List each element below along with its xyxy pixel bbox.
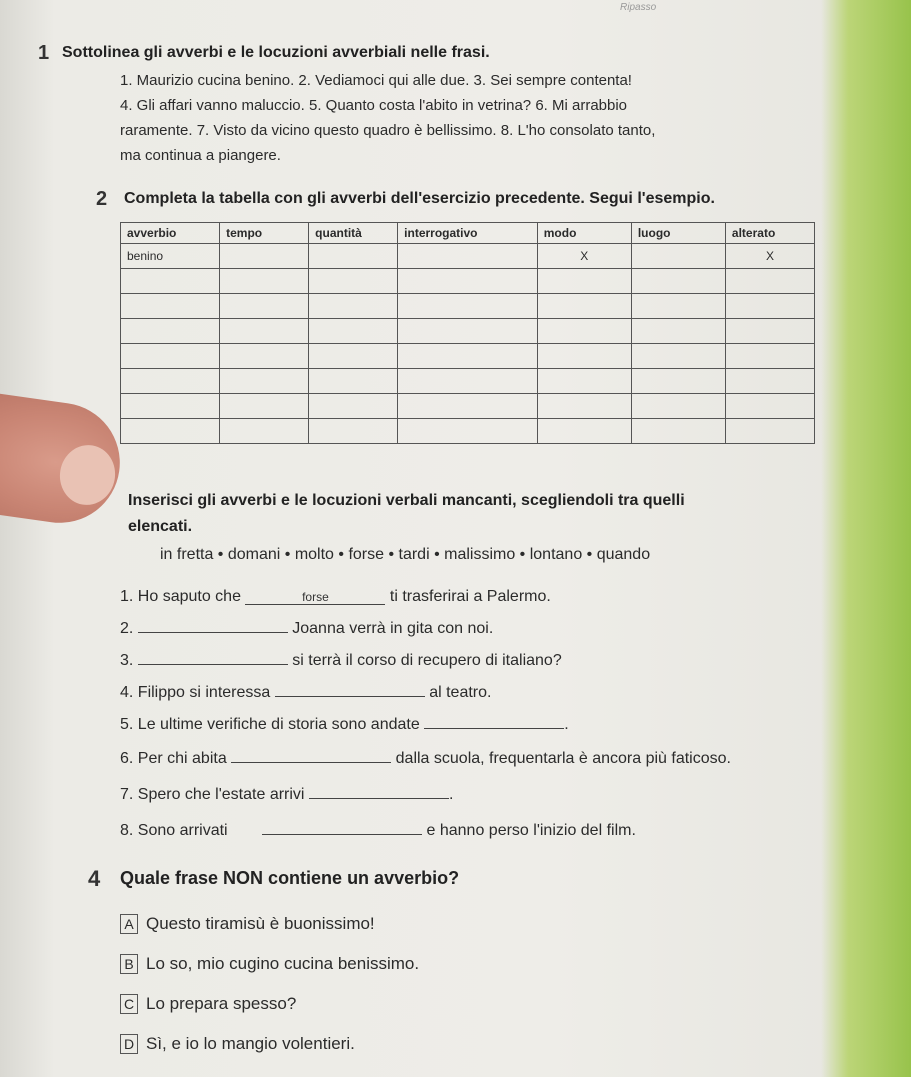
table-cell[interactable] [121, 369, 220, 394]
table-cell[interactable] [537, 294, 631, 319]
table-cell[interactable] [398, 419, 538, 444]
ex1-line-1: 1. Maurizio cucina benino. 2. Vediamoci qui alle due. 3. Sei sempre contenta! [120, 72, 632, 89]
ex3-item-5 [120, 716, 569, 734]
table-row [121, 419, 815, 444]
option-text: Lo prepara spesso? [146, 994, 297, 1013]
table-cell[interactable] [121, 394, 220, 419]
table-cell[interactable] [220, 394, 309, 419]
table-cell[interactable] [537, 369, 631, 394]
ex3-item-7 [120, 786, 453, 804]
table-cell[interactable] [220, 294, 309, 319]
ex4-option-b[interactable] [120, 954, 419, 974]
ex3-item-text-after: . [564, 716, 569, 733]
ex4-title: Quale frase NON contiene un avverbio? [120, 868, 460, 888]
table-cell[interactable] [398, 369, 538, 394]
col-header-modo: modo [537, 223, 631, 244]
table-cell[interactable] [631, 319, 725, 344]
ex3-answer-blank[interactable]: forse [245, 590, 385, 605]
option-text: Lo so, mio cugino cucina benissimo. [146, 954, 420, 973]
ex3-item-text-after: dalla scuola, frequentarla è ancora più faticoso. [395, 750, 731, 767]
option-letter-box[interactable]: C [120, 994, 138, 1014]
ex3-item-8 [120, 822, 636, 840]
ex3-title-line-2: elencati. [128, 518, 193, 535]
ex3-answer-blank[interactable] [231, 762, 391, 763]
ex1-line-3: raramente. 7. Visto da vicino questo quadro è bellissimo. 8. L'ho consolato tanto, [120, 122, 656, 139]
table-cell[interactable] [725, 394, 814, 419]
table-cell[interactable] [631, 269, 725, 294]
table-cell[interactable] [537, 269, 631, 294]
option-text: Questo tiramisù è buonissimo! [146, 914, 375, 933]
ex3-item-text-after: al teatro. [429, 684, 492, 701]
page-green-edge [821, 0, 911, 1077]
ex3-item-text-after: e hanno perso l'inizio del film. [426, 822, 636, 839]
table-row [121, 394, 815, 419]
ex3-answer-blank[interactable] [262, 834, 422, 835]
table-header-row [121, 223, 815, 244]
table-cell[interactable] [398, 294, 538, 319]
table-cell[interactable] [220, 369, 309, 394]
table-row [121, 269, 815, 294]
table-cell[interactable] [398, 244, 538, 269]
ex4-option-d[interactable] [120, 1034, 355, 1054]
ex3-item-text-after: ti trasferirai a Palermo. [389, 588, 551, 605]
option-letter-box[interactable]: D [120, 1034, 138, 1054]
table-cell[interactable] [309, 394, 398, 419]
option-text: Sì, e io lo mangio volentieri. [146, 1034, 355, 1053]
ex3-item-text-before: 7. Spero che l'estate arrivi [120, 786, 305, 803]
table-cell[interactable] [398, 344, 538, 369]
ex1-line-4: ma continua a piangere. [120, 147, 281, 164]
table-cell[interactable] [309, 369, 398, 394]
table-cell[interactable] [220, 419, 309, 444]
ex4-option-a[interactable] [120, 914, 375, 934]
ex3-answer-blank[interactable] [309, 798, 449, 799]
ex3-item-4 [120, 684, 491, 702]
table-cell[interactable] [631, 344, 725, 369]
table-cell[interactable] [220, 319, 309, 344]
ex3-word-bank: in fretta • domani • molto • forse • tardi • malissimo • lontano • quando [160, 546, 651, 563]
ex4-number: 4 [88, 866, 101, 891]
table-cell[interactable] [537, 394, 631, 419]
ex3-item-text-after: Joanna verrà in gita con noi. [292, 620, 494, 637]
ex3-answer-blank[interactable] [138, 632, 288, 633]
ex2-title: Completa la tabella con gli avverbi dell'esercizio precedente. Segui l'esempio. [124, 190, 715, 207]
table-cell[interactable] [121, 269, 220, 294]
table-cell[interactable] [537, 344, 631, 369]
table-row [121, 244, 815, 269]
ex3-item-text-before: 3. [120, 652, 134, 669]
table-cell[interactable] [398, 269, 538, 294]
table-cell[interactable] [725, 344, 814, 369]
ex4-option-c[interactable] [120, 994, 296, 1014]
table-cell[interactable] [121, 319, 220, 344]
table-cell[interactable] [631, 419, 725, 444]
table-cell[interactable] [309, 319, 398, 344]
ex3-item-text-before: 5. Le ultime verifiche di storia sono andate [120, 716, 420, 733]
table-cell[interactable] [537, 419, 631, 444]
col-header-quantita: quantità [309, 223, 398, 244]
ex3-title-line-1: Inserisci gli avverbi e le locuzioni verbali mancanti, scegliendoli tra quelli [128, 492, 685, 509]
table-cell[interactable] [631, 394, 725, 419]
ex3-item-text-before: 8. Sono arrivati [120, 822, 228, 839]
table-cell[interactable] [725, 269, 814, 294]
table-cell[interactable] [631, 294, 725, 319]
table-cell[interactable] [631, 369, 725, 394]
col-header-avverbio: avverbio [121, 223, 220, 244]
ex2-number: 2 [96, 188, 108, 210]
table-cell[interactable] [220, 269, 309, 294]
table-cell[interactable]: benino [121, 244, 220, 269]
table-cell[interactable] [309, 294, 398, 319]
table-cell[interactable] [725, 419, 814, 444]
table-cell[interactable] [309, 344, 398, 369]
ex3-item-6 [120, 750, 731, 768]
ex1-number: 1 [38, 42, 50, 64]
table-row [121, 294, 815, 319]
option-letter-box[interactable]: B [120, 954, 138, 974]
ex1-title: Sottolinea gli avverbi e le locuzioni avverbiali nelle frasi. [62, 44, 490, 61]
table-cell[interactable] [309, 244, 398, 269]
col-header-tempo: tempo [220, 223, 309, 244]
ex3-item-3 [120, 652, 562, 670]
table-cell[interactable] [309, 269, 398, 294]
adverb-table [120, 222, 815, 444]
col-header-interrogativo: interrogativo [398, 223, 538, 244]
table-row [121, 344, 815, 369]
table-cell[interactable] [220, 244, 309, 269]
table-cell[interactable] [121, 419, 220, 444]
ex3-item-text-before: 6. Per chi abita [120, 750, 227, 767]
table-cell[interactable]: X [725, 244, 814, 269]
table-cell[interactable] [537, 319, 631, 344]
ex1-line-2: 4. Gli affari vanno maluccio. 5. Quanto costa l'abito in vetrina? 6. Mi arrabbio [120, 97, 628, 114]
table-cell[interactable] [725, 369, 814, 394]
header-corner-text: Ripasso [620, 2, 657, 13]
ex3-item-text-before: 1. Ho saputo che [120, 588, 241, 605]
col-header-alterato: alterato [725, 223, 814, 244]
ex3-item-text-before: 2. [120, 620, 134, 637]
ex3-item-text-after: si terrà il corso di recupero di italiano? [292, 652, 562, 669]
table-cell[interactable]: X [537, 244, 631, 269]
table-row [121, 319, 815, 344]
table-cell[interactable] [631, 244, 725, 269]
table-cell[interactable] [725, 319, 814, 344]
table-row [121, 369, 815, 394]
ex3-answer-blank[interactable] [138, 664, 288, 665]
ex3-item-2 [120, 620, 493, 638]
table-cell[interactable] [220, 344, 309, 369]
ex3-answer-blank[interactable] [424, 728, 564, 729]
table-cell[interactable] [309, 419, 398, 444]
ex3-item-1 [120, 588, 551, 606]
ex3-answer-blank[interactable] [275, 696, 425, 697]
table-cell[interactable] [398, 319, 538, 344]
option-letter-box[interactable]: A [120, 914, 138, 934]
table-cell[interactable] [398, 394, 538, 419]
table-cell[interactable] [121, 344, 220, 369]
ex3-item-text-after: . [448, 786, 454, 803]
col-header-luogo: luogo [631, 223, 725, 244]
table-cell[interactable] [121, 294, 220, 319]
table-cell[interactable] [725, 294, 814, 319]
ex3-item-text-before: 4. Filippo si interessa [120, 684, 271, 701]
